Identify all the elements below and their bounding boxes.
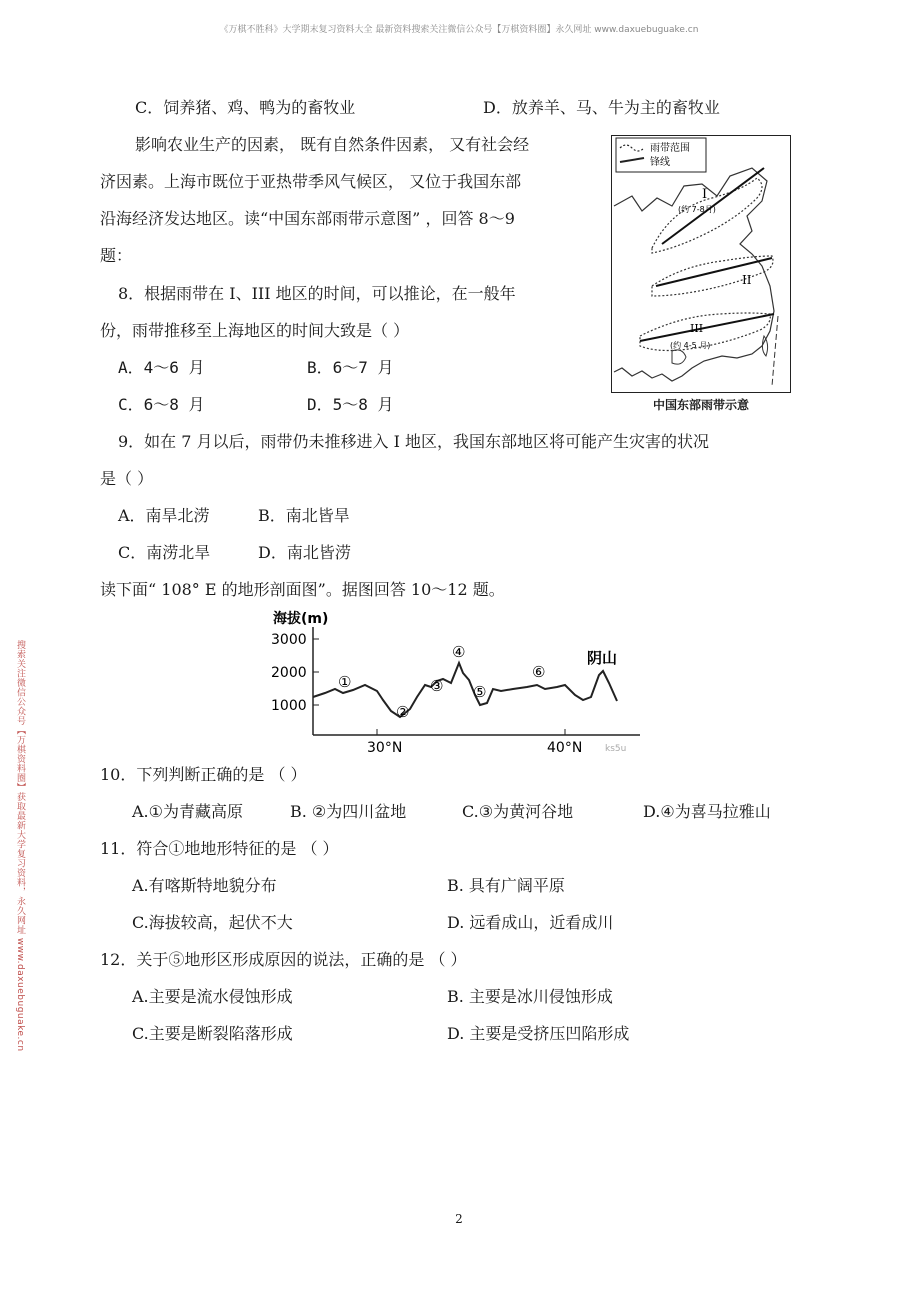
q11-option-d: D. 远看成山，近看成川	[447, 913, 614, 932]
q7-option-c: C．饲养猪、鸡、鸭为的畜牧业	[135, 98, 356, 117]
q12-stem: 12．关于⑤地形区形成原因的说法，正确的是 （ ）	[100, 950, 467, 969]
q8-option-c: C．6～8 月	[118, 395, 205, 414]
intro-line-1: 影响农业生产的因素， 既有自然条件因素， 又有社会经	[135, 135, 530, 154]
yinshan-label: 阴山	[587, 649, 618, 667]
marker-3: ③	[430, 677, 444, 695]
q11-option-b: B. 具有广阔平原	[447, 876, 565, 895]
zone-3-time: (约 4-5 月)	[670, 341, 711, 350]
q12-option-c: C.主要是断裂陷落形成	[132, 1024, 293, 1043]
marker-6: ⑥	[532, 663, 546, 681]
profile-intro: 读下面“ 108° E 的地形剖面图”。据图回答 10～12 题。	[100, 580, 505, 599]
q8-option-a: A．4～6 月	[118, 358, 205, 377]
page-number: 2	[455, 1212, 463, 1226]
zone-1-label: I	[702, 187, 708, 202]
intro-line-4: 题：	[100, 246, 133, 265]
rain-belt-map	[611, 135, 791, 393]
rain-belt-map-drawing	[612, 136, 789, 391]
q8-option-b: B．6～7 月	[307, 358, 394, 377]
marker-4: ④	[452, 643, 466, 661]
q9-stem-2: 是（ ）	[100, 469, 154, 488]
side-note: 搜索关注微信公众号【万棋资料圈】获取最新大学复习资料，永久网址 www.daxuebuguake.cn	[15, 640, 25, 1052]
q12-option-b: B. 主要是冰川侵蚀形成	[447, 987, 613, 1006]
legend-rain-label: 雨带范围	[650, 143, 690, 154]
q10-option-d: D.④为喜马拉雅山	[643, 802, 771, 821]
x-tick-40n: 40°N	[547, 740, 583, 755]
y-tick-1000: 1000	[271, 698, 307, 714]
q9-stem-1: 9．如在 7 月以后，雨带仍未推移进入 I 地区，我国东部地区将可能产生灾害的状况	[118, 432, 710, 451]
intro-line-3: 沿海经济发达地区。读“中国东部雨带示意图” ，回答 8～9	[100, 209, 515, 228]
zone-1-time: (约 7-8月)	[678, 205, 716, 214]
q10-option-a: A.①为青藏高原	[132, 802, 243, 821]
zone-2-label: II	[742, 273, 752, 287]
x-tick-30n: 30°N	[367, 740, 403, 755]
marker-2: ②	[396, 703, 410, 721]
q8-stem-2: 份，雨带推移至上海地区的时间大致是（ ）	[100, 321, 410, 340]
q9-option-d: D．南北皆涝	[258, 543, 351, 562]
q9-option-c: C．南涝北旱	[118, 543, 211, 562]
intro-line-2: 济因素。上海市既位于亚热带季风气候区， 又位于我国东部	[100, 172, 522, 191]
q11-stem: 11．符合①地地形特征的是 （ ）	[100, 839, 339, 858]
map-caption: 中国东部雨带示意	[652, 398, 749, 412]
page-header: 《万棋不胜科》大学期末复习资料大全 最新资料搜索关注微信公众号【万棋资料圈】永久网址 www.daxuebuguake.cn	[219, 25, 699, 35]
terrain-profile	[265, 605, 650, 755]
marker-1: ①	[338, 673, 352, 691]
q10-option-b: B. ②为四川盆地	[290, 802, 407, 821]
zone-3-label: III	[690, 322, 704, 335]
q11-option-c: C.海拔较高，起伏不大	[132, 913, 293, 932]
legend-front-label: 锋线	[650, 157, 670, 168]
q10-stem: 10．下列判断正确的是 （ ）	[100, 765, 307, 784]
q12-option-d: D. 主要是受挤压凹陷形成	[447, 1024, 630, 1043]
q8-stem-1: 8．根据雨带在 I、III 地区的时间，可以推论，在一般年	[118, 284, 516, 303]
profile-ylabel: 海拔(m)	[273, 611, 329, 627]
q11-option-a: A.有喀斯特地貌分布	[132, 876, 277, 895]
q9-option-b: B．南北皆旱	[258, 506, 350, 525]
q12-option-a: A.主要是流水侵蚀形成	[132, 987, 293, 1006]
q10-option-c: C.③为黄河谷地	[462, 802, 574, 821]
marker-5: ⑤	[473, 683, 487, 701]
q9-option-a: A．南旱北涝	[118, 506, 210, 525]
q8-option-d: D．5～8 月	[307, 395, 394, 414]
terrain-profile-drawing	[265, 605, 650, 755]
y-tick-2000: 2000	[271, 665, 307, 681]
y-tick-3000: 3000	[271, 632, 307, 648]
q7-option-d: D．放养羊、马、牛为主的畜牧业	[483, 98, 720, 117]
profile-watermark: ks5u	[605, 744, 627, 754]
